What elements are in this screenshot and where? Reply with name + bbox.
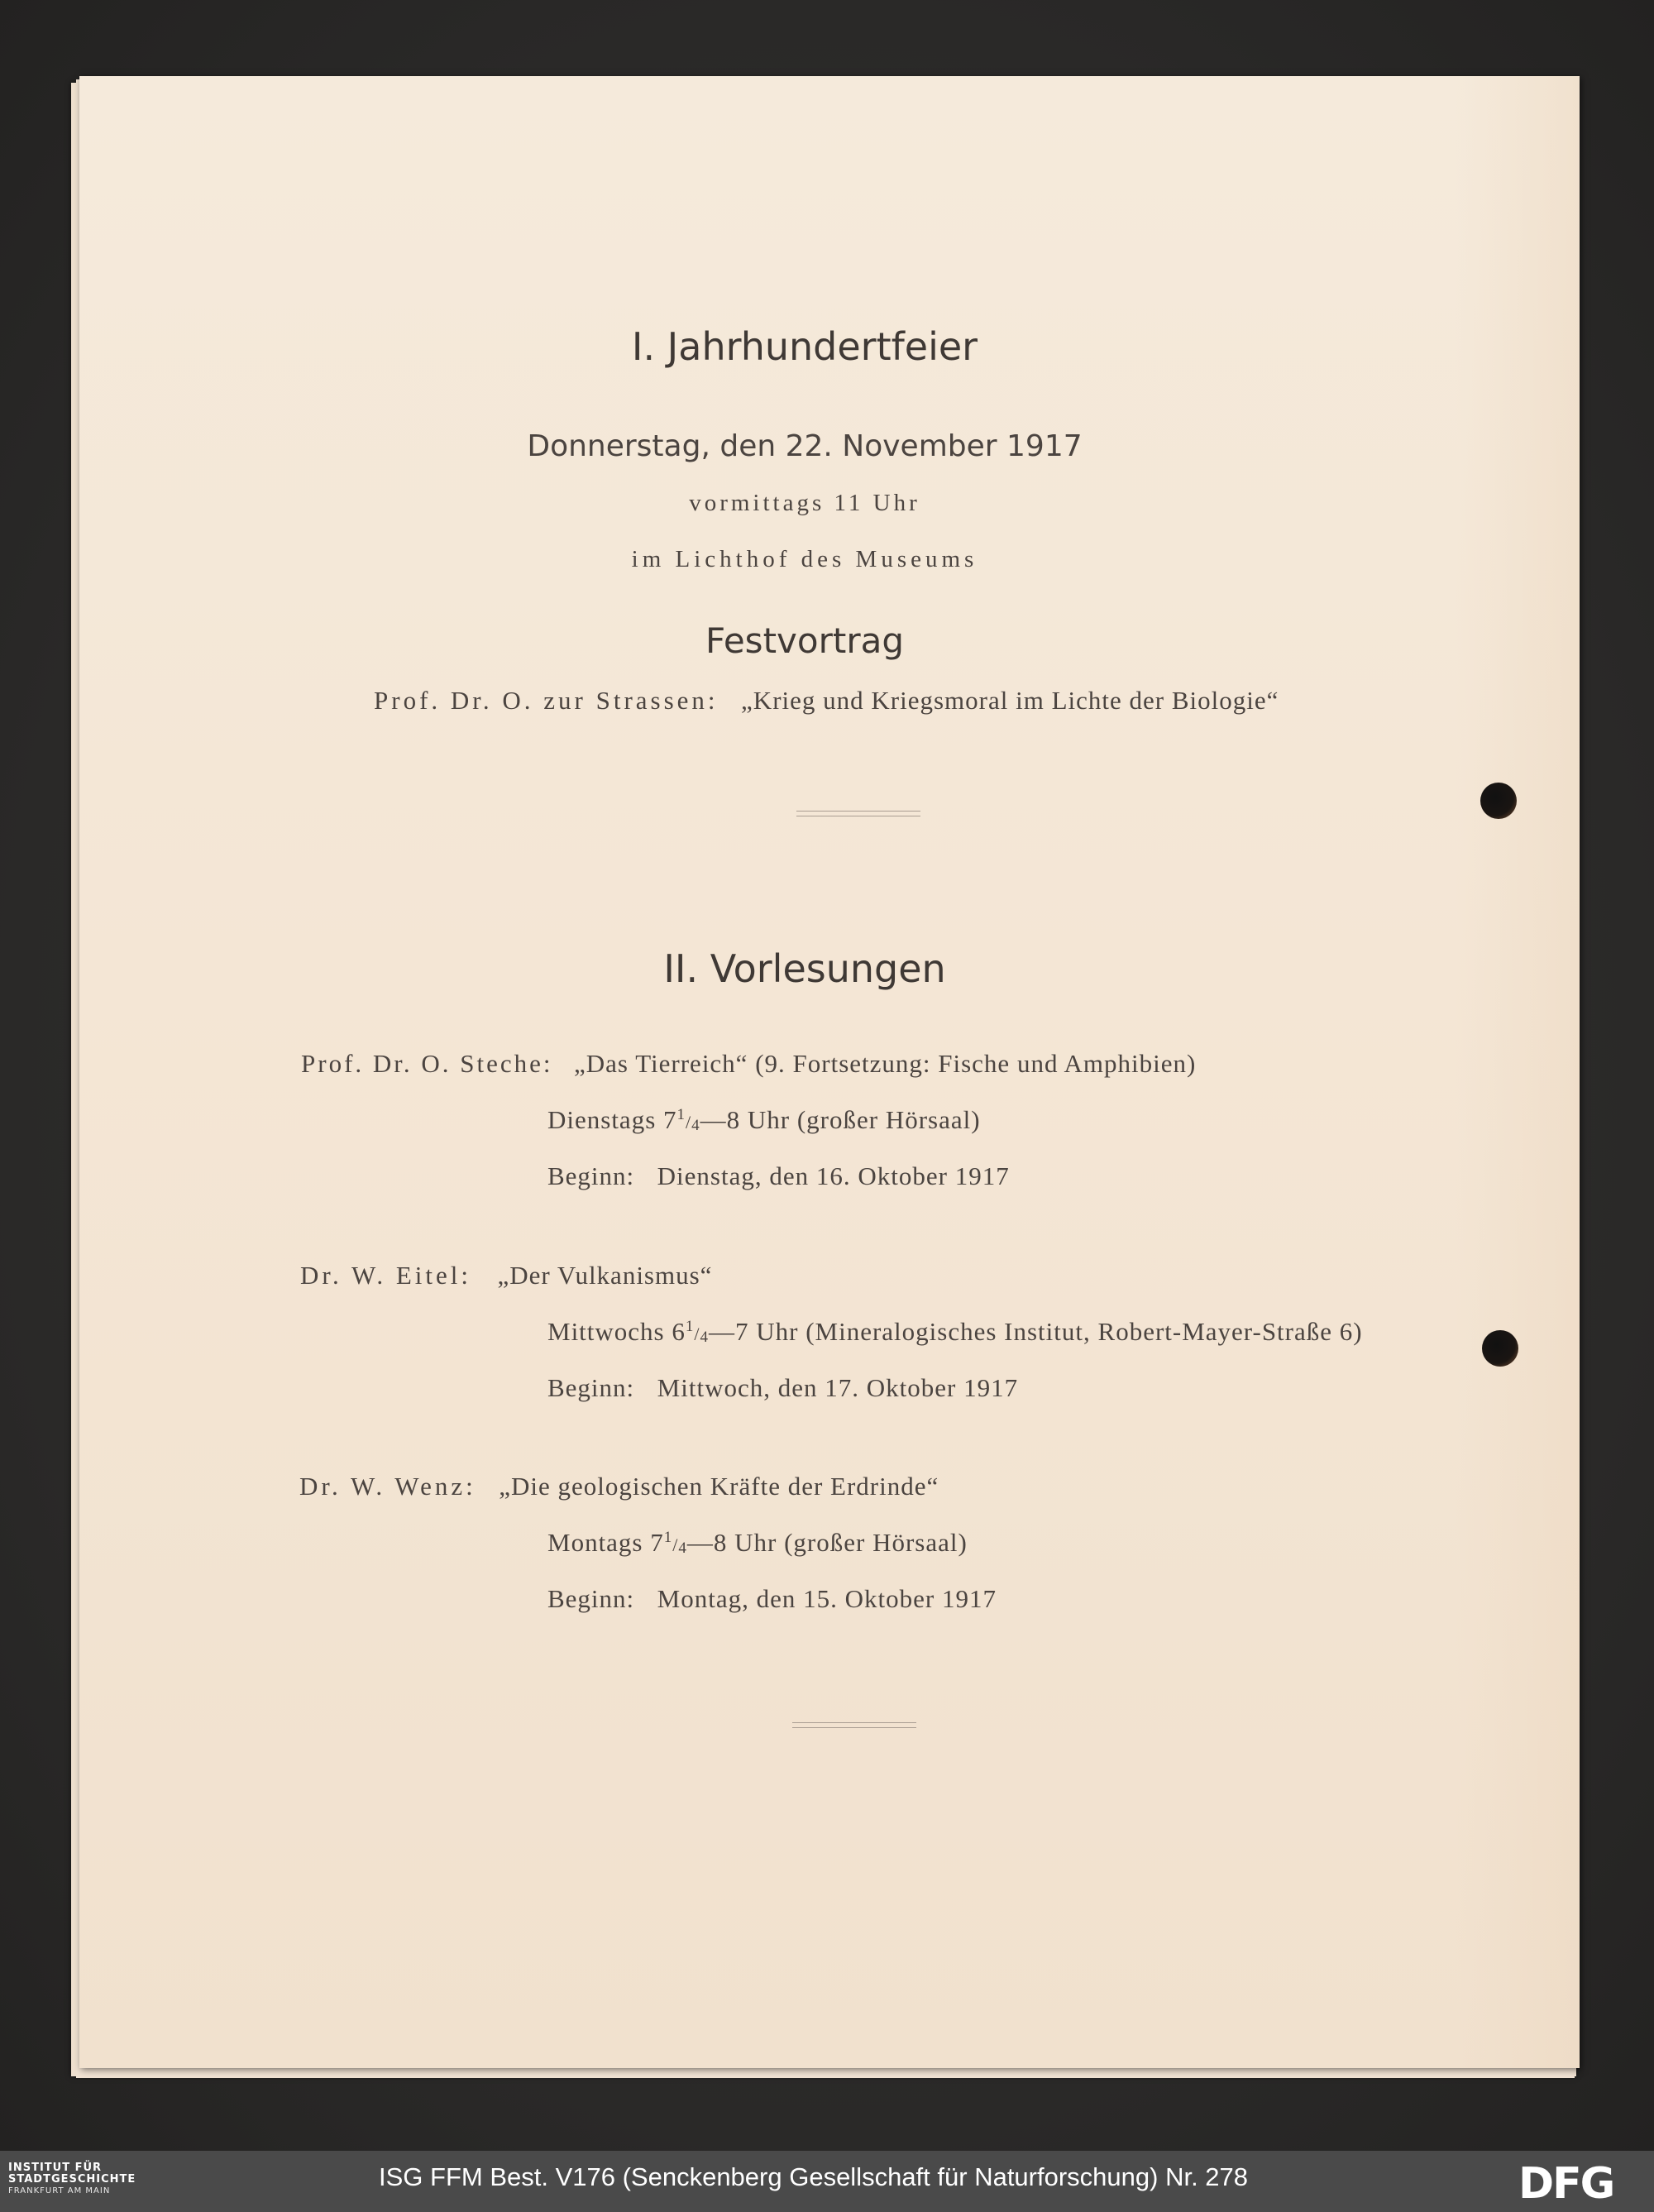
fraction-numerator: 1: [676, 1106, 686, 1123]
lecture-2-header: [300, 1261, 712, 1290]
lecture-3-header: [299, 1472, 939, 1501]
lecture-title: „Der Vulkanismus“: [497, 1261, 713, 1290]
festvortrag-heading: Festvortrag: [705, 620, 904, 661]
fraction-denominator: 4: [678, 1539, 687, 1557]
start-label: Beginn:: [547, 1584, 635, 1613]
fraction-slash: /: [686, 1112, 692, 1132]
lecture-1-start: [547, 1161, 1010, 1191]
start-date: Dienstag, den 16. Oktober 1917: [657, 1161, 1010, 1190]
festvortrag-line: [374, 686, 1279, 716]
start-label: Beginn:: [547, 1373, 635, 1402]
event-place: im Lichthof des Museums: [631, 546, 978, 572]
schedule-text-rest: —8 Uhr (großer Hörsaal): [700, 1105, 981, 1134]
lecturer-name: Dr. W. Eitel:: [300, 1261, 471, 1290]
festvortrag-title: „Krieg und Kriegsmoral im Lichte der Biologie“: [741, 686, 1279, 715]
divider-rule-1: [796, 811, 920, 816]
lecture-3-start: [547, 1584, 997, 1614]
fraction-denominator: 4: [691, 1117, 700, 1134]
lecture-3-schedule: [547, 1528, 968, 1558]
lecture-title: „Die geologischen Kräfte der Erdrinde“: [499, 1472, 939, 1501]
isg-logo-line2: STADTGESCHICHTE: [8, 2173, 136, 2186]
lecturer-name: Prof. Dr. O. Steche:: [301, 1049, 553, 1078]
lecture-2-start: [547, 1373, 1018, 1403]
dfg-logo: DFG: [1518, 2159, 1614, 2209]
schedule-text: Dienstags 7: [547, 1105, 677, 1134]
fraction-numerator: 1: [685, 1318, 695, 1335]
start-date: Montag, den 15. Oktober 1917: [657, 1584, 997, 1613]
event-date: Donnerstag, den 22. November 1917: [527, 429, 1083, 463]
archive-reference: ISG FFM Best. V176 (Senckenberg Gesellschaft für Naturforschung) Nr. 278: [379, 2162, 1249, 2191]
isg-logo-line1: INSTITUT FÜR: [8, 2162, 103, 2174]
fraction-slash: /: [672, 1535, 679, 1555]
schedule-text-rest: —7 Uhr (Mineralogisches Institut, Robert-Mayer-Straße 6): [709, 1317, 1363, 1346]
archive-footer-bar: [0, 2151, 1654, 2212]
page-shading: [1456, 76, 1580, 2068]
start-date: Mittwoch, den 17. Oktober 1917: [657, 1373, 1019, 1402]
isg-logo: [8, 2162, 136, 2197]
festvortrag-speaker: Prof. Dr. O. zur Strassen:: [374, 686, 719, 715]
schedule-text: Montags 7: [547, 1528, 664, 1557]
document-page: [79, 76, 1580, 2068]
schedule-text-rest: —8 Uhr (großer Hörsaal): [686, 1528, 968, 1557]
event-time: vormittags 11 Uhr: [689, 490, 920, 516]
lecturer-name: Dr. W. Wenz:: [299, 1472, 476, 1501]
fraction-denominator: 4: [700, 1329, 709, 1346]
start-label: Beginn:: [547, 1161, 635, 1190]
punch-hole-lower: [1482, 1330, 1518, 1367]
fraction-numerator: 1: [663, 1529, 673, 1546]
divider-rule-2: [792, 1722, 916, 1728]
section2-title: II. Vorlesungen: [663, 946, 946, 991]
punch-hole-upper: [1480, 783, 1517, 819]
lecture-1-schedule: [547, 1105, 981, 1135]
schedule-text: Mittwochs 6: [547, 1317, 686, 1346]
lecture-2-schedule: [547, 1317, 1363, 1347]
lecture-1-header: [301, 1049, 1196, 1079]
isg-logo-line3: FRANKFURT AM MAIN: [8, 2186, 111, 2195]
fraction-slash: /: [694, 1324, 700, 1344]
lecture-title: „Das Tierreich“ (9. Fortsetzung: Fische und Amphibien): [574, 1049, 1197, 1078]
section1-title: I. Jahrhundertfeier: [631, 324, 978, 369]
